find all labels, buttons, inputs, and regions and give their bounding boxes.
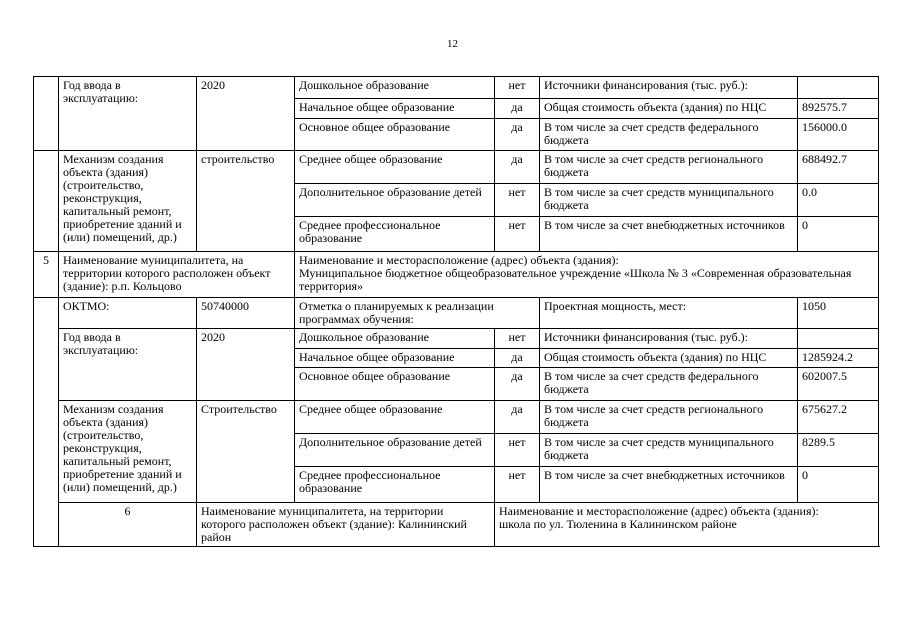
education-value: нет	[495, 77, 540, 99]
education-name: Среднее общее образование	[295, 401, 495, 434]
row-number: 6	[59, 503, 197, 547]
finance-name: В том числе за счет средств регионального бюджета	[540, 151, 798, 184]
finance-value: 602007.5	[798, 368, 879, 401]
finance-value: 1285924.2	[798, 349, 879, 368]
finance-name: В том числе за счет средств муниципального бюджета	[540, 434, 798, 467]
object-cell	[295, 252, 879, 298]
row-number-cell	[34, 298, 59, 547]
finance-name: В том числе за счет внебюджетных источников	[540, 467, 798, 503]
education-name: Дополнительное образование детей	[295, 434, 495, 467]
page-number: 12	[447, 38, 458, 50]
table-row	[34, 252, 879, 298]
finance-value: 0	[798, 467, 879, 503]
education-value: нет	[495, 434, 540, 467]
finance-name: В том числе за счет средств федерального бюджета	[540, 119, 798, 151]
object-cell	[495, 503, 879, 547]
mechanism-label: Механизм создания объекта (здания) (строительство, реконструкция, капитальный ремонт, приобретение зданий и (или) помещений, др.)	[59, 401, 197, 503]
education-value: да	[495, 368, 540, 401]
education-value: нет	[495, 184, 540, 217]
table-row	[34, 151, 879, 184]
municipality-label: Наименование муниципалитета, на территории которого расположен объект (здание): р.п. Кольцово	[59, 252, 295, 298]
object-label: Наименование и месторасположение (адрес) объекта (здания):	[499, 504, 819, 518]
finance-value: 8289.5	[798, 434, 879, 467]
finance-name: Источники финансирования (тыс. руб.):	[540, 77, 798, 99]
finance-name: В том числе за счет средств муниципального бюджета	[540, 184, 798, 217]
finance-value	[798, 77, 879, 99]
education-value: да	[495, 401, 540, 434]
object-value: Муниципальное бюджетное общеобразовательное учреждение «Школа № 3 «Современная образовательная территория»	[299, 266, 852, 293]
object-label: Наименование и месторасположение (адрес) объекта (здания):	[299, 253, 619, 267]
year-label: Год ввода в эксплуатацию:	[59, 77, 197, 151]
education-value: да	[495, 119, 540, 151]
education-value: да	[495, 151, 540, 184]
oktmo-value: 50740000	[197, 298, 295, 329]
object-value: школа по ул. Тюленина в Калининском районе	[499, 517, 737, 531]
education-name: Среднее общее образование	[295, 151, 495, 184]
mechanism-value: строительство	[197, 151, 295, 252]
objects-table	[33, 76, 879, 547]
finance-value: 688492.7	[798, 151, 879, 184]
education-name: Начальное общее образование	[295, 99, 495, 119]
table-row	[34, 329, 879, 349]
mechanism-value: Строительство	[197, 401, 295, 503]
education-name: Начальное общее образование	[295, 349, 495, 368]
education-name: Основное общее образование	[295, 119, 495, 151]
education-value: да	[495, 349, 540, 368]
mechanism-label: Механизм создания объекта (здания) (строительство, реконструкция, капитальный ремонт, приобретение зданий и (или) помещений, др.)	[59, 151, 197, 252]
municipality-label: Наименование муниципалитета, на территории которого расположен объект (здание): Калининский район	[197, 503, 495, 547]
programs-label: Отметка о планируемых к реализации программах обучения:	[295, 298, 540, 329]
finance-name: В том числе за счет средств регионального бюджета	[540, 401, 798, 434]
row-number: 5	[34, 252, 59, 298]
oktmo-label: ОКТМО:	[59, 298, 197, 329]
table-row	[34, 503, 879, 547]
education-value: нет	[495, 329, 540, 349]
finance-value: 675627.2	[798, 401, 879, 434]
year-value: 2020	[197, 329, 295, 401]
education-name: Среднее профессиональное образование	[295, 467, 495, 503]
table-row	[34, 77, 879, 99]
education-name: Дополнительное образование детей	[295, 184, 495, 217]
education-name: Дошкольное образование	[295, 77, 495, 99]
table-row	[34, 401, 879, 434]
year-value: 2020	[197, 77, 295, 151]
finance-name: Источники финансирования (тыс. руб.):	[540, 329, 798, 349]
finance-name: Общая стоимость объекта (здания) по НЦС	[540, 99, 798, 119]
capacity-label: Проектная мощность, мест:	[540, 298, 798, 329]
finance-name: В том числе за счет средств федерального бюджета	[540, 368, 798, 401]
finance-value: 892575.7	[798, 99, 879, 119]
table-row	[34, 298, 879, 329]
education-value: нет	[495, 467, 540, 503]
finance-name: Общая стоимость объекта (здания) по НЦС	[540, 349, 798, 368]
finance-value	[798, 329, 879, 349]
finance-name: В том числе за счет внебюджетных источников	[540, 217, 798, 252]
row-number-cell	[34, 77, 59, 151]
education-name: Дошкольное образование	[295, 329, 495, 349]
education-value: нет	[495, 217, 540, 252]
education-name: Основное общее образование	[295, 368, 495, 401]
row-number-cell	[34, 151, 59, 252]
capacity-value: 1050	[798, 298, 879, 329]
finance-value: 156000.0	[798, 119, 879, 151]
finance-value: 0.0	[798, 184, 879, 217]
education-value: да	[495, 99, 540, 119]
education-name: Среднее профессиональное образование	[295, 217, 495, 252]
year-label: Год ввода в эксплуатацию:	[59, 329, 197, 401]
finance-value: 0	[798, 217, 879, 252]
